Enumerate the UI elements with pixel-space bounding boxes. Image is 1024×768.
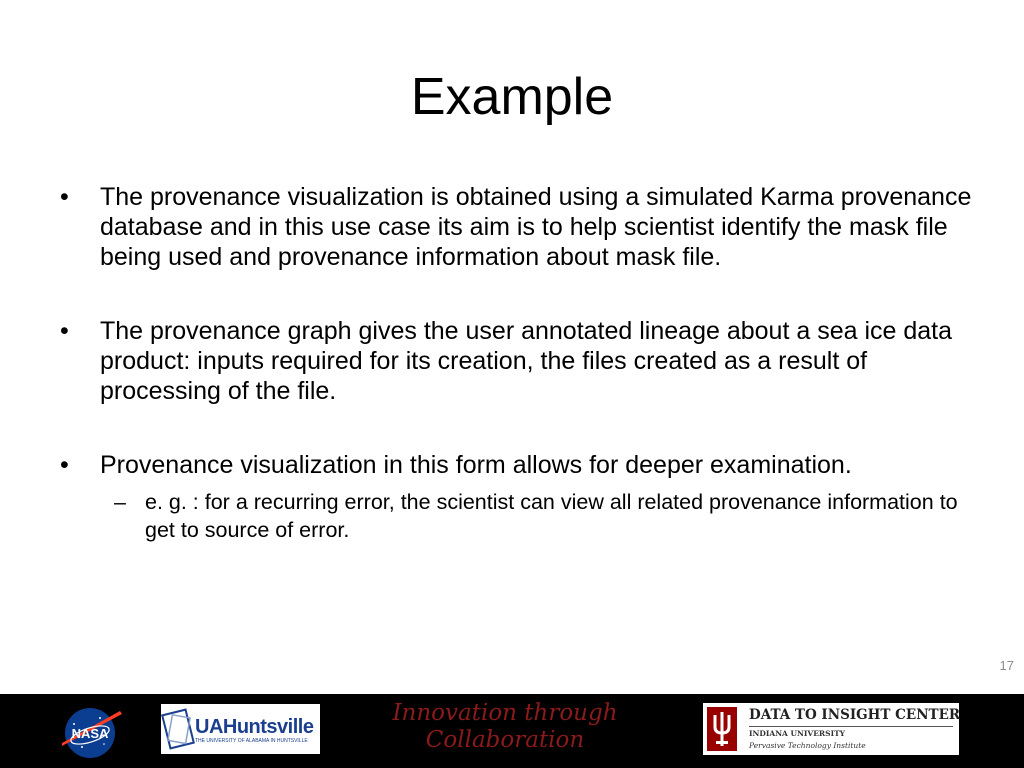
d2i-divider [749,726,953,727]
uah-logo-subtext: THE UNIVERSITY OF ALABAMA IN HUNTSVILLE [195,738,308,744]
bullet-marker: • [60,451,69,479]
sub-bullet-marker: – [114,490,126,514]
sub-bullet-text: e. g. : for a recurring error, the scientist can view all related provenance information to get to source of error. [145,490,958,542]
slide-body [58,182,978,544]
nasa-logo [60,702,124,760]
tagline-line-2: Collaboration [425,727,585,753]
nasa-logo-text: NASA [71,726,109,741]
nasa-meatball-icon [60,702,124,760]
slide-title: Example [410,68,614,126]
bullet-marker: • [60,317,69,345]
footer-tagline [340,700,670,754]
uah-shield-icon [161,704,195,754]
bullet-text: The provenance graph gives the user annotated lineage about a sea ice data product: inputs required for its creation, the files created as a result of processing of the file. [100,317,953,405]
d2i-logo-subtext-2: Pervasive Technology Institute [749,741,866,750]
bullet-text: The provenance visualization is obtained using a simulated Karma provenance database and in this use case its aim is to help scientist identify the mask file being used and provenance information about mask file. [100,183,972,271]
bullet-item [58,316,978,406]
bullet-item [58,450,978,480]
footer-bar [0,694,1024,768]
page-number: 17 [999,658,1014,673]
uah-logo-text: UAHuntsville [195,716,314,738]
tagline-line-1: Innovation through [392,700,618,726]
bullet-item [58,182,978,272]
d2i-logo-subtext: INDIANA UNIVERSITY [749,729,846,738]
sub-bullet-item [58,488,978,544]
d2i-logo-text: DATA TO INSIGHT CENTER [749,707,961,723]
d2i-logo [703,703,959,755]
bullet-marker: • [60,183,69,211]
uah-logo [161,704,320,754]
indiana-university-trident-icon [707,707,737,751]
bullet-text: Provenance visualization in this form allows for deeper examination. [100,451,852,479]
